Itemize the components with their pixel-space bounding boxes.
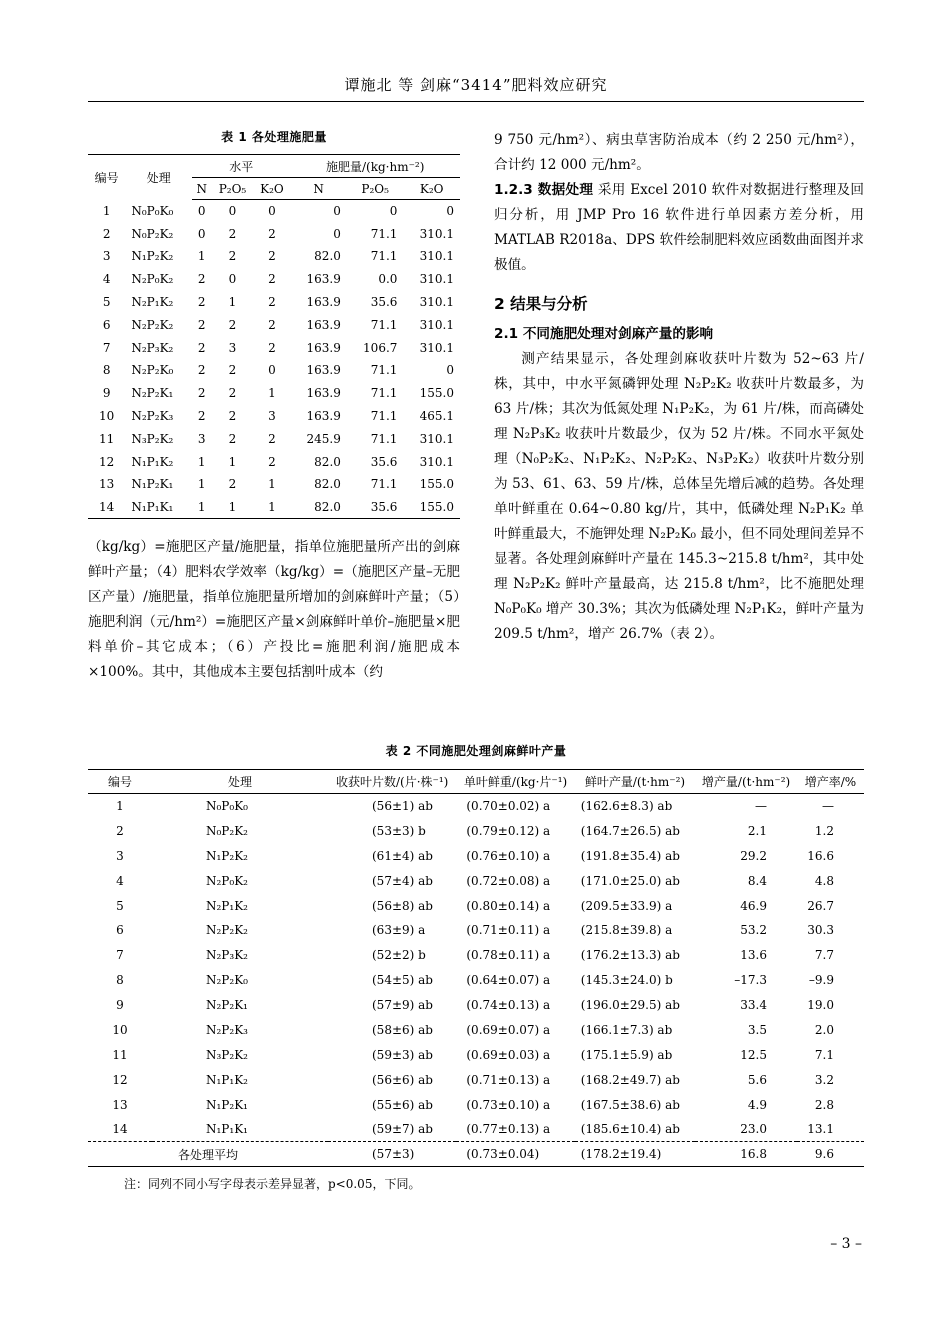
table1 — [88, 154, 460, 519]
table1-cell: 6 — [102, 317, 111, 332]
table1-cell: 2 — [268, 431, 276, 446]
table2-header: 编号 — [88, 770, 152, 794]
table1-cell: 2 — [228, 226, 237, 241]
table1-cell: 163.9 — [306, 317, 341, 332]
table1-cell: 310.1 — [419, 226, 454, 241]
table1-cell: 0 — [446, 363, 454, 378]
table2-cell: (0.70±0.02) a — [466, 799, 551, 814]
table1-cell: 155.0 — [419, 500, 454, 514]
table1-cell: 82.0 — [314, 500, 341, 514]
table2-cell: (56±6) ab — [372, 1072, 433, 1087]
table2-cell: 3.2 — [814, 1072, 834, 1087]
table2-cell: — — [754, 799, 767, 814]
table2-cell: (0.76±0.10) a — [466, 848, 551, 863]
table2-cell: 2.8 — [814, 1097, 834, 1112]
table2-cell: N₂P₂K₀ — [206, 973, 248, 988]
table1-cell: 0 — [228, 204, 237, 219]
table2-cell: (168.2±49.7) ab — [580, 1072, 680, 1087]
table2-cell: (171.0±25.0) ab — [580, 873, 680, 888]
table2-cell: (166.1±7.3) ab — [580, 1022, 673, 1037]
table1-cell: 2 — [197, 386, 206, 401]
table2-note: 注：同列不同小写字母表示差异显著，p<0.05，下同。 — [124, 1177, 421, 1192]
table2-header: 鲜叶产量/(t·hm⁻²) — [575, 770, 695, 794]
table2-cell: 5 — [116, 898, 124, 913]
table1-row — [88, 313, 460, 336]
table1-cell: 71.1 — [370, 386, 398, 401]
table2-cell: 33.4 — [740, 998, 767, 1013]
table1-cell: 163.9 — [306, 272, 341, 287]
table1-caption: 表 1 各处理施肥量 — [221, 130, 327, 144]
table1-cell: N₁P₁K₂ — [131, 454, 174, 469]
table2-cell: 23.0 — [740, 1122, 767, 1137]
table2-cell: N₁P₂K₂ — [206, 848, 248, 863]
table1-sub-col: N — [290, 178, 347, 200]
table1-cell: 1 — [228, 500, 237, 514]
table1-cell: 163.9 — [306, 340, 341, 355]
table2-cell: (0.79±0.12) a — [466, 823, 551, 838]
table1-cell: 1 — [228, 454, 237, 469]
table2-cell: N₂P₂K₁ — [206, 998, 248, 1013]
table1-cell: N₁P₁K₁ — [131, 500, 174, 514]
table2-cell: 12 — [112, 1072, 128, 1087]
table2-cell: (209.5±33.9) a — [580, 898, 673, 913]
table2-average-cell: 16.8 — [695, 1142, 797, 1167]
table1-cell: 2 — [268, 249, 276, 264]
table2-cell: 7.7 — [814, 948, 834, 963]
table2-average-cell: 9.6 — [797, 1142, 864, 1167]
table1-sub-col: K₂O — [254, 178, 291, 200]
table2-cell: 5.6 — [747, 1072, 767, 1087]
section-2-1-heading: 2.1 不同施肥处理对剑麻产量的影响 — [494, 326, 714, 342]
table1-row — [88, 359, 460, 382]
table2-header: 收获叶片数/(片·株⁻¹) — [328, 770, 456, 794]
table1-cell: 82.0 — [314, 249, 341, 264]
table1-col-treatment: 处理 — [146, 170, 171, 185]
table1-cell: 1 — [268, 386, 276, 401]
table1-cell: N₂P₃K₂ — [131, 340, 174, 355]
table1-cell: 310.1 — [419, 295, 454, 310]
table1-cell: 0 — [228, 272, 237, 287]
table2-cell: N₂P₂K₂ — [206, 923, 248, 938]
table1-cell: 12 — [99, 454, 115, 469]
running-header: 谭施北 等 剑麻“3414”肥料效应研究 — [344, 76, 608, 94]
table1-cell: 71.1 — [370, 249, 398, 264]
table2-cell: (56±8) ab — [372, 898, 433, 913]
section-2-1-body: 测产结果显示，各处理剑麻收获叶片数为 52~63 片/株，其中，中水平氮磷钾处理 N₂P₂K₂ 收获叶片数最多，为 63 片/株；其次为低氮处理 N₁P₂K₂，为 61 片/株，而高磷处理 N₂P₃K₂ 收获叶片数最少，仅为 52 片/株。不同水平氮处理（N₀P₂K₂、N₁P₂K₂、N₂P₂K₂、N₃P₂K₂）收获叶片数分别为 53、61、63、59 片/株，总体呈先增后减的趋势。各处理单叶鲜重在 0.64~0.80 kg/片，其中，低磷处理 N₂P₁K₂ 单叶鲜重最大，不施钾处理 N₂P₂K₀ 最小，但不同处理间差异不显著。各处理剑麻鲜叶产量在 145.3~215.8 t/hm²，其中处理 N₂P₂K₂ 鲜叶产量最高，达 215.8 t/hm²，比不施肥处理 N₀P₀K₀ 增产 30.3%；其次为低磷处理 N₂P₁K₂，鲜叶产量为 209.5 t/hm²，增产 26.7%（表 2）。 — [494, 351, 864, 642]
table2-row — [88, 818, 864, 843]
table2-cell: (215.8±39.8) a — [580, 923, 673, 938]
table2-cell: N₂P₃K₂ — [206, 948, 248, 963]
right-continuation: 9 750 元/hm²）、病虫草害防治成本（约 2 250 元/hm²），合计约 12 000 元/hm²。 — [494, 132, 864, 173]
table1-row — [88, 291, 460, 314]
table2-cell: 13.6 — [740, 948, 767, 963]
table1-cell: 310.1 — [419, 454, 454, 469]
table2-average-cell: (57±3) — [328, 1142, 456, 1167]
table1-cell: 310.1 — [419, 431, 454, 446]
table2-cell: (61±4) ab — [372, 848, 433, 863]
table2-cell: 16.6 — [807, 848, 834, 863]
table1-cell: 163.9 — [306, 409, 341, 424]
table1-cell: N₀P₂K₂ — [131, 226, 174, 241]
table2-cell: (54±5) ab — [372, 973, 433, 988]
table2-cell: (175.1±5.9) ab — [580, 1047, 673, 1062]
table2-header: 处理 — [152, 770, 328, 794]
table2-cell: 12.5 — [740, 1047, 767, 1062]
table1-cell: 71.1 — [370, 477, 398, 492]
table1-cell: 7 — [102, 340, 111, 355]
table2-row — [88, 794, 864, 819]
table1-cell: N₁P₂K₂ — [131, 249, 174, 264]
table1-cell: 14 — [99, 500, 115, 514]
table2-cell: N₀P₀K₀ — [206, 799, 248, 814]
left-column — [88, 128, 460, 685]
page-number: – 3 – — [830, 1236, 862, 1252]
table1-cell: 2 — [197, 272, 206, 287]
table2-cell: N₂P₂K₃ — [206, 1022, 248, 1037]
table1-cell: 1 — [197, 454, 206, 469]
table1-sub-col: P₂O₅ — [347, 178, 404, 200]
table2-cell: N₁P₁K₂ — [206, 1072, 248, 1087]
table1-cell: 0.0 — [378, 272, 398, 287]
table1-sub-col: K₂O — [403, 178, 460, 200]
table1-cell: 11 — [99, 431, 115, 446]
table2-cell: 11 — [112, 1047, 128, 1062]
table1-cell: 2 — [197, 409, 206, 424]
table1-cell: 2 — [228, 431, 237, 446]
table1-cell: 0 — [268, 363, 276, 378]
table2-cell: 4.9 — [747, 1097, 767, 1112]
table1-row — [88, 496, 460, 519]
table2-cell: (0.78±0.11) a — [466, 948, 551, 963]
table1-cell: 2 — [228, 477, 237, 492]
table1-cell: 0 — [197, 204, 206, 219]
table1-cell: 0 — [197, 226, 206, 241]
table2-cell: 29.2 — [740, 848, 767, 863]
table1-row — [88, 473, 460, 496]
table1-cell: 155.0 — [419, 386, 454, 401]
table1-cell: 245.9 — [306, 431, 341, 446]
table1-cell: 2 — [197, 340, 206, 355]
table2-cell: 19.0 — [807, 998, 834, 1013]
table2-cell: — — [822, 799, 834, 814]
table2-row — [88, 1067, 864, 1092]
table1-cell: 106.7 — [363, 340, 398, 355]
table2-caption: 表 2 不同施肥处理剑麻鲜叶产量 — [385, 744, 567, 758]
table1-cell: 2 — [228, 363, 237, 378]
table2-row — [88, 918, 864, 943]
table2-cell: (162.6±8.3) ab — [580, 799, 673, 814]
table2-row — [88, 1018, 864, 1043]
table1-cell: 310.1 — [419, 249, 454, 264]
table2-cell: 1.2 — [814, 823, 834, 838]
table2-cell: (57±4) ab — [372, 873, 433, 888]
table2-row — [88, 968, 864, 993]
table1-cell: 71.1 — [370, 409, 398, 424]
table2-row — [88, 1117, 864, 1142]
table1-cell: 82.0 — [314, 477, 341, 492]
table1-cell: 1 — [197, 477, 206, 492]
table1-cell: N₁P₂K₁ — [131, 477, 174, 492]
table1-cell: 2 — [228, 386, 237, 401]
table2-row — [88, 843, 864, 868]
table1-cell: N₂P₂K₁ — [131, 386, 174, 401]
table1-cell: 1 — [268, 477, 276, 492]
table1-cell: 13 — [99, 477, 115, 492]
table1-cell: N₂P₂K₀ — [131, 363, 174, 378]
table1-cell: 155.0 — [419, 477, 454, 492]
table2-cell: (63±9) a — [372, 923, 426, 938]
table2-cell: (145.3±24.0) b — [580, 973, 673, 988]
table1-cell: 35.6 — [370, 500, 398, 514]
table1-cell: N₂P₁K₂ — [131, 295, 174, 310]
table1-cell: 3 — [268, 409, 276, 424]
table2 — [88, 769, 864, 1167]
table1-cell: 71.1 — [370, 431, 398, 446]
table1-cell: 310.1 — [419, 272, 454, 287]
table2-cell: (167.5±38.6) ab — [580, 1097, 680, 1112]
table2-cell: (0.64±0.07) a — [466, 973, 551, 988]
table1-cell: 0 — [389, 204, 398, 219]
section-1-2-3-body: 采用 Excel 2010 软件对数据进行整理及回归分析，用 JMP Pro 16 软件进行单因素方差分析，用 MATLAB R2018a、DPS 软件绘制肥料效应函数曲面图并求极值。 — [494, 182, 865, 273]
table1-cell: 9 — [102, 386, 111, 401]
table1-cell: 2 — [268, 340, 276, 355]
table1-sub-col: P₂O₅ — [211, 178, 253, 200]
table2-cell: N₀P₂K₂ — [206, 823, 248, 838]
table1-cell: N₂P₀K₂ — [131, 272, 174, 287]
table1-sub-col: N — [192, 178, 211, 200]
table2-average-cell: (0.73±0.04) — [456, 1142, 574, 1167]
table2-wrapper — [88, 742, 864, 1192]
table2-cell: (59±7) ab — [372, 1122, 433, 1137]
table2-cell: 3.5 — [747, 1022, 767, 1037]
table2-cell: 7 — [116, 948, 124, 963]
table2-row — [88, 943, 864, 968]
table2-cell: (53±3) b — [372, 823, 426, 838]
table1-cell: 1 — [197, 249, 206, 264]
table2-cell: 53.2 — [740, 923, 767, 938]
table1-cell: 8 — [102, 363, 111, 378]
table2-cell: 30.3 — [807, 923, 834, 938]
table2-cell: (0.69±0.07) a — [466, 1022, 551, 1037]
table2-cell: 7.1 — [814, 1047, 834, 1062]
table2-cell: (58±6) ab — [372, 1022, 433, 1037]
table2-cell: (0.71±0.13) a — [466, 1072, 551, 1087]
table2-cell: –17.3 — [734, 973, 767, 988]
table2-cell: (176.2±13.3) ab — [580, 948, 680, 963]
table2-cell: (56±1) ab — [372, 799, 433, 814]
table1-cell: 71.1 — [370, 226, 398, 241]
table1-cell: 3 — [228, 340, 237, 355]
table2-cell: (0.80±0.14) a — [466, 898, 551, 913]
section-1-2-3-heading: 1.2.3 数据处理 — [494, 182, 594, 198]
table1-row — [88, 405, 460, 428]
table2-cell: 8 — [116, 973, 124, 988]
table1-row — [88, 336, 460, 359]
table1-cell: 71.1 — [370, 317, 398, 332]
table2-header: 增产率/% — [797, 770, 864, 794]
table2-cell: 4.8 — [814, 873, 834, 888]
table1-cell: 2 — [197, 295, 206, 310]
table1-cell: 2 — [268, 295, 276, 310]
table2-cell: 26.7 — [807, 898, 834, 913]
table2-cell: N₁P₂K₁ — [206, 1097, 248, 1112]
table1-cell: 163.9 — [306, 295, 341, 310]
table1-row — [88, 268, 460, 291]
table2-header: 增产量/(t·hm⁻²) — [695, 770, 797, 794]
table1-cell: 2 — [268, 454, 276, 469]
table1-cell: 2 — [197, 317, 206, 332]
table1-cell: 1 — [102, 203, 111, 218]
table2-average-cell: 各处理平均 — [88, 1142, 328, 1167]
table1-cell: 2 — [268, 272, 276, 287]
table2-cell: 14 — [112, 1122, 128, 1137]
table1-cell: 1 — [268, 500, 276, 514]
table2-average-cell: (178.2±19.4) — [575, 1142, 695, 1167]
table1-cell: 0 — [268, 204, 276, 219]
table2-cell: (57±9) ab — [372, 998, 433, 1013]
table1-cell: N₃P₂K₂ — [131, 431, 174, 446]
right-column — [494, 128, 864, 647]
table2-cell: 13 — [112, 1097, 128, 1112]
table2-cell: 3 — [116, 848, 124, 863]
table2-cell: (59±3) ab — [372, 1047, 433, 1062]
table1-cell: N₀P₀K₀ — [131, 203, 174, 218]
table2-row — [88, 1042, 864, 1067]
table2-cell: 10 — [112, 1022, 128, 1037]
table1-cell: 0 — [446, 204, 454, 219]
table1-cell: 10 — [99, 409, 115, 424]
table1-cell: 0 — [333, 226, 341, 241]
table2-cell: (52±2) b — [372, 948, 426, 963]
table1-group-amount: 施肥量/(kg·hm⁻²) — [290, 155, 460, 178]
table2-cell: N₂P₀K₂ — [206, 873, 248, 888]
table2-cell: N₂P₁K₂ — [206, 898, 248, 913]
table1-cell: 71.1 — [370, 363, 398, 378]
table1-cell: 2 — [228, 409, 237, 424]
table1-cell: 82.0 — [314, 454, 341, 469]
table1-cell: 2 — [268, 317, 276, 332]
table1-cell: 4 — [102, 272, 111, 287]
left-paragraph: （kg/kg）=施肥区产量/施肥量，指单位施肥量所产出的剑麻鲜叶产量；（4）肥料农学效率（kg/kg）=（施肥区产量–无肥区产量）/施肥量，指单位施肥量所增加的剑麻鲜叶产量；（5）施肥利润（元/hm²）=施肥区产量×剑麻鲜叶单价–施肥量×肥料单价–其它成本；（6）产投比=施肥利润/施肥成本×100%。其中，其他成本主要包括割叶成本（约 — [88, 539, 460, 681]
table2-cell: 1 — [116, 799, 124, 814]
table2-cell: (55±6) ab — [372, 1097, 433, 1112]
table2-cell: –9.9 — [808, 973, 834, 988]
table2-cell: N₃P₂K₂ — [206, 1047, 248, 1062]
table1-cell: 3 — [197, 431, 206, 446]
table2-row — [88, 893, 864, 918]
table2-cell: (196.0±29.5) ab — [580, 998, 680, 1013]
table2-average-row — [88, 1142, 864, 1167]
header-rule — [88, 101, 864, 102]
table1-cell: 2 — [268, 226, 276, 241]
table1-cell: 1 — [228, 295, 237, 310]
table2-cell: N₁P₁K₁ — [206, 1122, 248, 1137]
table1-row — [88, 222, 460, 245]
table2-cell: (0.73±0.10) a — [466, 1097, 551, 1112]
table1-cell: 2 — [197, 363, 206, 378]
table1-row — [88, 450, 460, 473]
table1-col-id: 编号 — [94, 170, 119, 185]
table2-row — [88, 1092, 864, 1117]
table2-row — [88, 993, 864, 1018]
table2-cell: 2 — [116, 823, 124, 838]
table1-cell: 35.6 — [370, 295, 398, 310]
table1-group-level: 水平 — [192, 155, 290, 178]
table2-cell: (185.6±10.4) ab — [580, 1122, 680, 1137]
section-1-2-3 — [494, 178, 864, 278]
table2-cell: 2.1 — [747, 823, 767, 838]
table2-cell: (0.77±0.13) a — [466, 1122, 551, 1137]
section-2-heading: 2 结果与分析 — [494, 295, 588, 313]
table2-cell: 6 — [116, 923, 124, 938]
table1-cell: 2 — [228, 249, 237, 264]
table2-cell: 13.1 — [807, 1122, 834, 1137]
table1-cell: 163.9 — [306, 386, 341, 401]
table2-cell: (191.8±35.4) ab — [580, 848, 680, 863]
table2-header: 单叶鲜重/(kg·片⁻¹) — [456, 770, 574, 794]
table1-cell: 465.1 — [419, 409, 454, 424]
table2-cell: 4 — [116, 873, 124, 888]
table1-cell: 3 — [102, 249, 111, 264]
table2-cell: 9 — [116, 998, 124, 1013]
table1-cell: 35.6 — [370, 454, 398, 469]
table1-row — [88, 245, 460, 268]
table2-cell: (0.74±0.13) a — [466, 998, 551, 1013]
table1-cell: 2 — [228, 317, 237, 332]
table2-cell: (0.72±0.08) a — [466, 873, 551, 888]
table1-cell: N₂P₂K₃ — [131, 409, 174, 424]
table2-cell: (164.7±26.5) ab — [580, 823, 680, 838]
table2-row — [88, 868, 864, 893]
table1-cell: 5 — [102, 295, 111, 310]
table2-cell: 46.9 — [740, 898, 767, 913]
table1-cell: 310.1 — [419, 340, 454, 355]
table2-cell: 2.0 — [814, 1022, 834, 1037]
table1-cell: 1 — [197, 500, 206, 514]
table2-cell: (0.69±0.03) a — [466, 1047, 551, 1062]
table1-row — [88, 427, 460, 450]
table1-cell: 0 — [333, 204, 341, 219]
table1-cell: N₂P₂K₂ — [131, 317, 174, 332]
table1-row — [88, 382, 460, 405]
table1-cell: 2 — [102, 226, 111, 241]
table1-cell: 310.1 — [419, 317, 454, 332]
table2-cell: (0.71±0.11) a — [466, 923, 551, 938]
table1-row — [88, 200, 460, 223]
table2-cell: 8.4 — [747, 873, 767, 888]
table1-cell: 163.9 — [306, 363, 341, 378]
